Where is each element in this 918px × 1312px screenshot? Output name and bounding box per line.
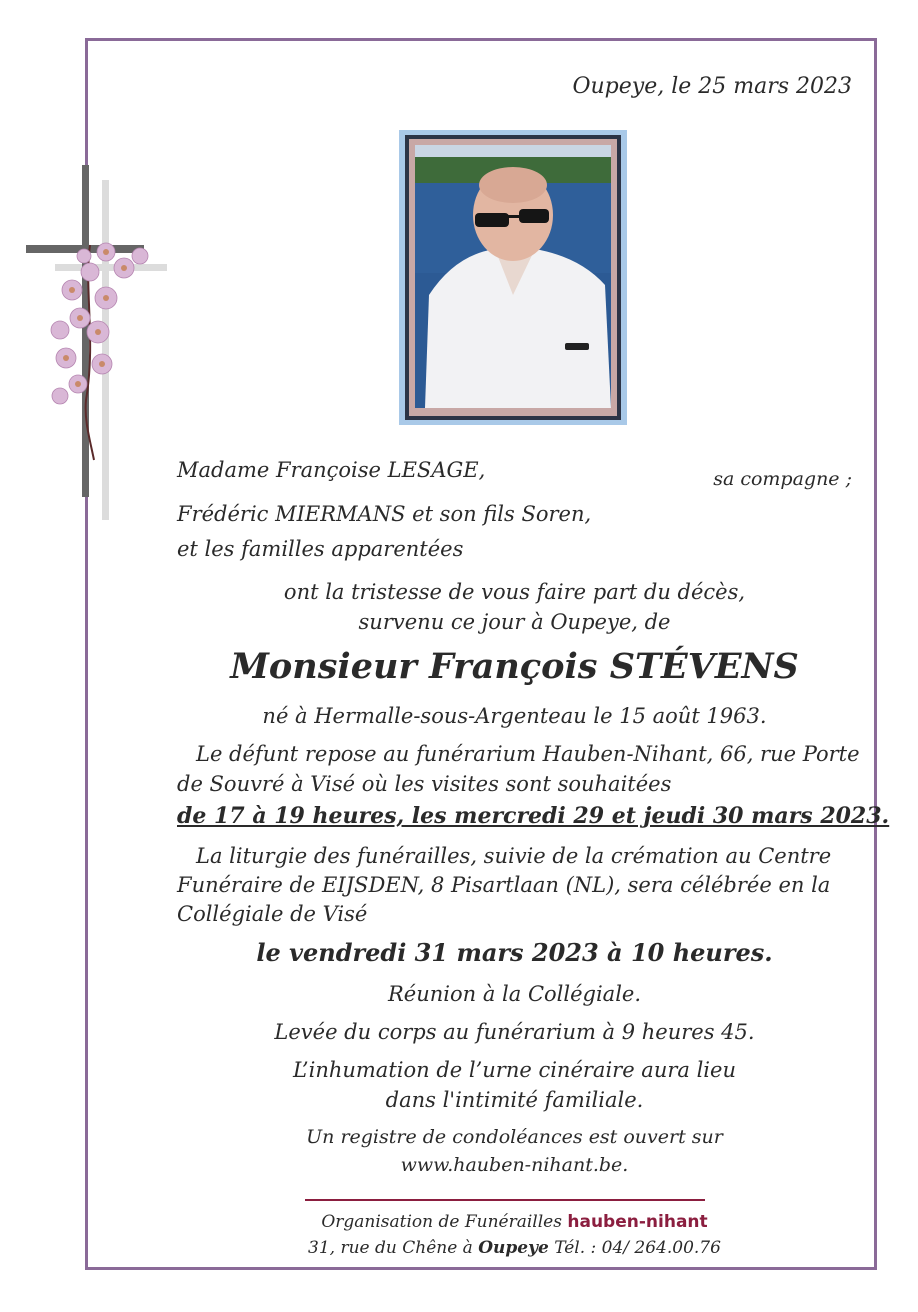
ceremony-datetime: le vendredi 31 mars 2023 à 10 heures. [256, 938, 773, 967]
cross-with-orchid-image [20, 160, 170, 520]
urn-line-2: dans l'intimité familiale. [385, 1088, 644, 1112]
family-line-1: Madame Françoise LESAGE, [177, 458, 486, 482]
address-city: Oupeye [478, 1238, 549, 1258]
family-line-2: Frédéric MIERMANS et son fils Soren, [177, 502, 592, 526]
announce-line-2: survenu ce jour à Oupeye, de [358, 610, 671, 634]
portrait-photo [399, 130, 627, 425]
liturgy-line-2: Funéraire de EIJSDEN, 8 Pisartlaan (NL), sera célébrée en la [177, 873, 831, 897]
org-text: Organisation de Funérailles [321, 1212, 562, 1232]
birth-line: né à Hermalle-sous-Argenteau le 15 août 1963. [262, 704, 767, 728]
deceased-name: Monsieur François STÉVENS [230, 646, 799, 687]
announce-line-1: ont la tristesse de vous faire part du décès, [283, 580, 746, 604]
brand-logo: hauben-nihant [567, 1212, 708, 1232]
repose-line-1: Le défunt repose au funérarium Hauben-Nihant, 66, rue Porte [196, 742, 860, 766]
place-date: Oupeye, le 25 mars 2023 [572, 74, 852, 99]
urn-line-1: L’inhumation de l’urne cinéraire aura lieu [293, 1058, 736, 1082]
family-line-3: et les familles apparentées [177, 537, 464, 561]
footer-address [177, 1238, 852, 1258]
family-relation: sa compagne ; [713, 468, 852, 490]
footer-organisation [177, 1212, 852, 1232]
portrait-image [415, 145, 611, 408]
phone: Tél. : 04/ 264.00.76 [554, 1238, 721, 1258]
repose-line-2: de Souvré à Visé où les visites sont souhaitées [177, 772, 672, 796]
register-website: www.hauben-nihant.be. [400, 1154, 629, 1176]
liturgy-line-3: Collégiale de Visé [177, 902, 368, 926]
register-line-1: Un registre de condoléances est ouvert sur [306, 1126, 723, 1148]
meeting-line: Réunion à la Collégiale. [387, 982, 642, 1006]
footer-divider [305, 1199, 705, 1201]
visit-hours: de 17 à 19 heures, les mercredi 29 et jeudi 30 mars 2023. [177, 803, 890, 829]
liturgy-line-1: La liturgie des funérailles, suivie de la crémation au Centre [196, 844, 832, 868]
address-prefix: 31, rue du Chêne à [308, 1238, 473, 1258]
levee-line: Levée du corps au funérarium à 9 heures 45. [274, 1020, 755, 1044]
